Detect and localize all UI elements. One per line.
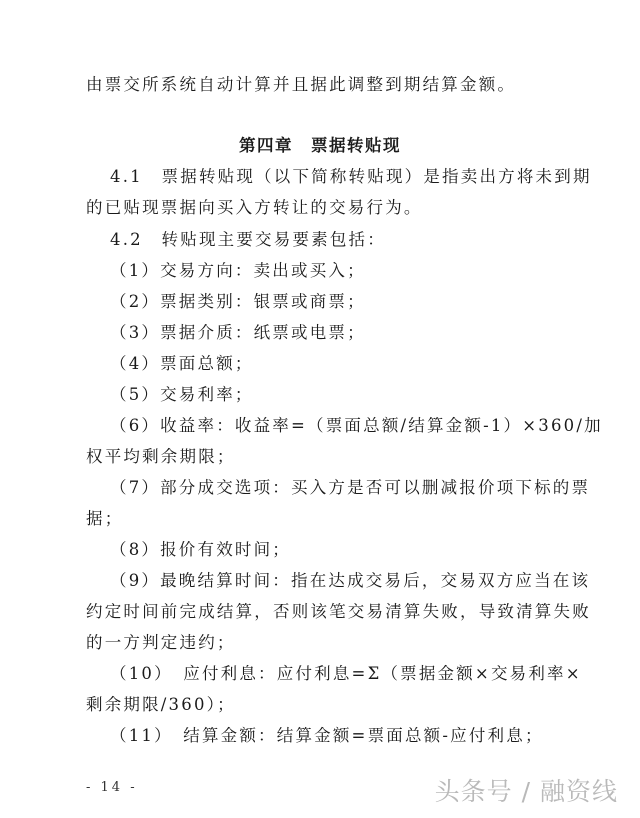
list-item-8: （8）报价有效时间；: [110, 540, 291, 559]
list-item-4: （4）票面总额；: [110, 354, 254, 373]
paragraph-line-continuation: 由票交所系统自动计算并且据此调整到期结算金额。: [86, 75, 517, 94]
section-4-2-line: 4.2 转贴现主要交易要素包括：: [110, 230, 386, 249]
list-item-10-line-1: （10） 应付利息：应付利息=Σ（票据金额×交易利率×: [110, 664, 582, 683]
list-item-9-line-1: （9）最晚结算时间：指在达成交易后，交易双方应当在该: [110, 571, 591, 590]
list-item-6-line-1: （6）收益率：收益率=（票面总额/结算金额-1）×360/加: [110, 416, 603, 435]
section-4-1-line-2: 的已贴现票据向买入方转让的交易行为。: [86, 198, 423, 217]
list-item-7-line-1: （7）部分成交选项：买入方是否可以删减报价项下标的票: [110, 478, 591, 497]
list-item-3: （3）票据介质：纸票或电票；: [110, 323, 366, 342]
watermark: 头条号 / 融资线: [434, 777, 618, 806]
list-item-11: （11） 结算金额：结算金额=票面总额-应付利息；: [110, 726, 544, 745]
list-item-10-line-2: 剩余期限/360）；: [86, 695, 236, 714]
list-item-9-line-2: 约定时间前完成结算，否则该笔交易清算失败，导致清算失败: [86, 602, 591, 621]
list-item-5: （5）交易利率；: [110, 385, 254, 404]
list-item-9-line-3: 的一方判定违约；: [86, 633, 236, 652]
chapter-heading: 第四章 票据转贴现: [239, 136, 401, 155]
page-number: - 14 -: [86, 780, 138, 795]
list-item-7-line-2: 据；: [86, 509, 124, 528]
list-item-2: （2）票据类别：银票或商票；: [110, 292, 366, 311]
section-4-1-line-1: 4.1 票据转贴现（以下简称转贴现）是指卖出方将未到期: [110, 167, 592, 186]
list-item-6-line-2: 权平均剩余期限；: [86, 447, 236, 466]
list-item-1: （1）交易方向：卖出或买入；: [110, 261, 366, 280]
